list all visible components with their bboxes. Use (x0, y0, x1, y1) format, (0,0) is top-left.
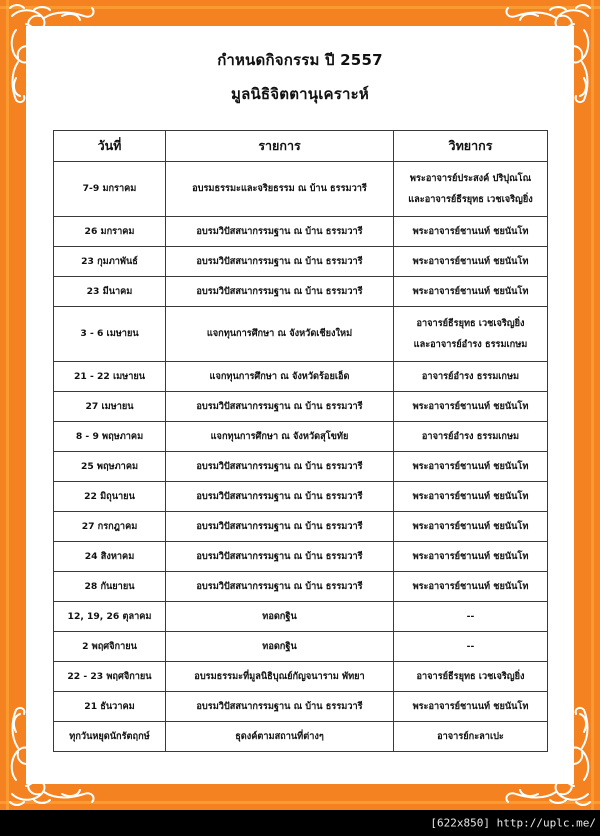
cell-program: อบรมวิปัสสนากรรมฐาน ณ บ้าน ธรรมวารี (166, 482, 394, 512)
cell-program: ทอดกฐิน (166, 632, 394, 662)
cell-speaker (394, 512, 548, 542)
frame-stripe-top (0, 6, 600, 9)
cell-speaker (394, 452, 548, 482)
cell-speaker (394, 692, 548, 722)
cell-program: ธุดงค์ตามสถานที่ต่างๆ (166, 722, 394, 752)
cell-date: 8 - 9 พฤษภาคม (54, 422, 166, 452)
cell-date: 12, 19, 26 ตุลาคม (54, 602, 166, 632)
speaker-line: อาจารย์อำรง ธรรมเกษม (421, 370, 520, 382)
cell-speaker (394, 602, 548, 632)
cell-program: ทอดกฐิน (166, 602, 394, 632)
speaker-line: พระอาจารย์ชานนท์ ชยนันโท (412, 225, 529, 237)
cell-speaker (394, 217, 548, 247)
speaker-line: พระอาจารย์ชานนท์ ชยนันโท (412, 490, 529, 502)
column-header-speaker: วิทยากร (394, 131, 548, 162)
speaker-line: และอาจารย์ธีรยุทธ เวชเจริญยิ่ง (408, 193, 533, 205)
cell-date: 21 - 22 เมษายน (54, 362, 166, 392)
cell-date: 28 กันยายน (54, 572, 166, 602)
cell-date: 27 เมษายน (54, 392, 166, 422)
cell-program: แจกทุนการศึกษา ณ จังหวัดร้อยเอ็ด (166, 362, 394, 392)
cell-speaker (394, 277, 548, 307)
table-row (54, 277, 548, 307)
frame-stripe-left (6, 0, 9, 810)
cell-speaker (394, 162, 548, 217)
table-row (54, 632, 548, 662)
speaker-line: พระอาจารย์ชานนท์ ชยนันโท (412, 285, 529, 297)
cell-date: 2 พฤศจิกายน (54, 632, 166, 662)
table-row (54, 602, 548, 632)
table-row (54, 362, 548, 392)
speaker-line: พระอาจารย์ชานนท์ ชยนันโท (412, 255, 529, 267)
table-row (54, 452, 548, 482)
cell-date: 23 มีนาคม (54, 277, 166, 307)
cell-date: 24 สิงหาคม (54, 542, 166, 572)
cell-speaker (394, 722, 548, 752)
speaker-line: พระอาจารย์ชานนท์ ชยนันโท (412, 550, 529, 562)
speaker-line: อาจารย์กะลาเปะ (437, 730, 504, 742)
cell-speaker (394, 572, 548, 602)
table-header (54, 131, 548, 162)
cell-date: 7-9 มกราคม (54, 162, 166, 217)
table-row (54, 572, 548, 602)
footer-bar (0, 810, 600, 836)
speaker-line: พระอาจารย์ชานนท์ ชยนันโท (412, 580, 529, 592)
speaker-line: พระอาจารย์ประสงค์ ปริปุณโณ (409, 173, 532, 185)
cell-program: อบรมวิปัสสนากรรมฐาน ณ บ้าน ธรรมวารี (166, 217, 394, 247)
cell-program: อบรมวิปัสสนากรรมฐาน ณ บ้าน ธรรมวารี (166, 452, 394, 482)
document-title-line-1: กำหนดกิจกรรม ปี 2557 (217, 51, 383, 69)
cell-speaker (394, 632, 548, 662)
cell-speaker (394, 247, 548, 277)
table-row (54, 512, 548, 542)
document-title-line-2: มูลนิธิจิตตานุเคราะห์ (230, 85, 370, 103)
cell-program: อบรมวิปัสสนากรรมฐาน ณ บ้าน ธรรมวารี (166, 392, 394, 422)
table-row (54, 422, 548, 452)
cell-date: 3 - 6 เมษายน (54, 307, 166, 362)
speaker-line: และอาจารย์อำรง ธรรมเกษม (413, 338, 528, 350)
table-row (54, 217, 548, 247)
speaker-line: พระอาจารย์ชานนท์ ชยนันโท (412, 700, 529, 712)
table-row (54, 692, 548, 722)
cell-date: 22 - 23 พฤศจิกายน (54, 662, 166, 692)
speaker-line: พระอาจารย์ชานนท์ ชยนันโท (412, 520, 529, 532)
cell-program: แจกทุนการศึกษา ณ จังหวัดสุโขทัย (166, 422, 394, 452)
cell-speaker (394, 362, 548, 392)
cell-speaker (394, 392, 548, 422)
cell-program: อบรมวิปัสสนากรรมฐาน ณ บ้าน ธรรมวารี (166, 542, 394, 572)
cell-speaker (394, 482, 548, 512)
cell-date: 25 พฤษภาคม (54, 452, 166, 482)
column-header-program: รายการ (166, 131, 394, 162)
table-row (54, 162, 548, 217)
paper-sheet (26, 26, 574, 784)
speaker-line: พระอาจารย์ชานนท์ ชยนันโท (412, 460, 529, 472)
cell-speaker (394, 662, 548, 692)
table-row (54, 247, 548, 277)
cell-program: อบรมวิปัสสนากรรมฐาน ณ บ้าน ธรรมวารี (166, 277, 394, 307)
speaker-line: -- (466, 640, 475, 652)
cell-date: 23 กุมภาพันธ์ (54, 247, 166, 277)
speaker-line: -- (466, 610, 475, 622)
cell-date: 26 มกราคม (54, 217, 166, 247)
cell-date: 22 มิถุนายน (54, 482, 166, 512)
cell-program: อบรมธรรมะและจริยธรรม ณ บ้าน ธรรมวารี (166, 162, 394, 217)
cell-program: อบรมวิปัสสนากรรมฐาน ณ บ้าน ธรรมวารี (166, 247, 394, 277)
cell-program: อบรมวิปัสสนากรรมฐาน ณ บ้าน ธรรมวารี (166, 692, 394, 722)
cell-program: อบรมวิปัสสนากรรมฐาน ณ บ้าน ธรรมวารี (166, 572, 394, 602)
cell-speaker (394, 422, 548, 452)
cell-program: แจกทุนการศึกษา ณ จังหวัดเชียงใหม่ (166, 307, 394, 362)
table-row (54, 542, 548, 572)
cell-date: ทุกวันหยุดนักรัตฤกษ์ (54, 722, 166, 752)
cell-date: 21 ธันวาคม (54, 692, 166, 722)
speaker-line: อาจารย์อำรง ธรรมเกษม (421, 430, 520, 442)
table-row (54, 662, 548, 692)
table-header-row (54, 131, 548, 162)
speaker-line: อาจารย์ธีรยุทธ เวชเจริญยิ่ง (416, 318, 525, 330)
cell-program: อบรมธรรมะที่มูลนิธิบุณย์กัญจนาราม พัทยา (166, 662, 394, 692)
table-row (54, 307, 548, 362)
frame-stripe-bottom (0, 801, 600, 804)
table-body (54, 162, 548, 752)
cell-speaker (394, 307, 548, 362)
column-header-date: วันที่ (54, 131, 166, 162)
schedule-table-wrapper (53, 130, 547, 752)
cell-program: อบรมวิปัสสนากรรมฐาน ณ บ้าน ธรรมวารี (166, 512, 394, 542)
cell-speaker (394, 542, 548, 572)
table-row (54, 392, 548, 422)
table-row (54, 482, 548, 512)
schedule-table (53, 130, 548, 752)
speaker-line: อาจารย์ธีรยุทธ เวชเจริญยิ่ง (416, 670, 525, 682)
image-size-source-label: [622x850] http://uplc.me/ (430, 816, 596, 830)
cell-date: 27 กรกฎาคม (54, 512, 166, 542)
frame-stripe-right (591, 0, 594, 810)
speaker-line: พระอาจารย์ชานนท์ ชยนันโท (412, 400, 529, 412)
table-row (54, 722, 548, 752)
